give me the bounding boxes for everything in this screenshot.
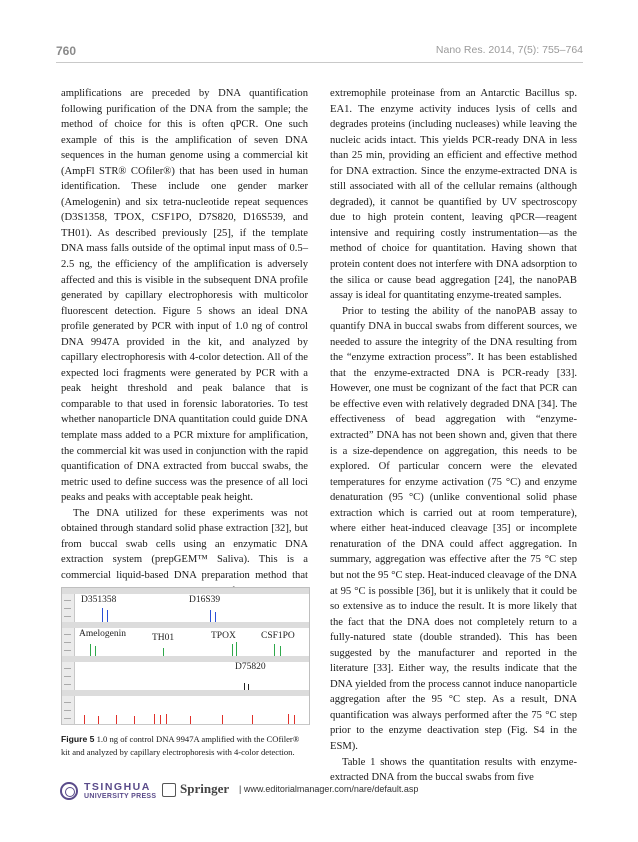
- locus-label: D75820: [235, 662, 266, 672]
- peak: [98, 716, 99, 724]
- paragraph: Table 1 shows the quantitation results with enzyme-extracted DNA from the buccal swabs from five: [330, 756, 577, 784]
- page-footer: [56, 782, 583, 806]
- peak: [288, 714, 289, 724]
- paragraph: amplifications are preceded by DNA quantification following purification of the DNA from the sample; the method of choice for this is often qPCR. One such example of this is the amplification of seven DNA sequences in the human genome using a commercial kit (AmpFl STR® COfiler®) that has been used in human identification. These include one gender marker (Amelogenin) and six tetra-nucleotide repeat sequences (D3S1358, TPOX, CSF1PO, D7S820, D16S539, and TH01). As described previously [25], if the template DNA mass falls outside of the optimal input mass of 0.5–2.5 ng, the efficiency of the amplification is adversely affected and this is visible in the subsequent DNA profile generated by capillary electrophoresis with multicolor fluorescent detection. Figure 5 shows an ideal DNA profile generated by PCR with input of 1.0 ng of control DNA 9947A provided in the kit, and analyzed by capillary electrophoresis with 4-color detection. All of the expected loci fragments were generated by PCR with a peak height threshold and peak balance that is comparable to that used in forensic laboratories. To test whether nanoparticle DNA quantitation could guide DNA template mass added to a PCR mixture for amplification, the commercial kit was used in conjunction with the rapid quantification of DNA extracted from buccal swabs, the metric used to define success was the presence of all loci peaks and peaks with acceptable peak height.: [61, 88, 308, 504]
- figure-caption: [61, 733, 308, 758]
- journal-citation: Nano Res. 2014, 7(5): 755–764: [435, 44, 583, 56]
- locus-label: D351358: [81, 595, 117, 605]
- peak: [84, 715, 85, 724]
- peak: [222, 715, 223, 724]
- peak: [244, 683, 245, 690]
- peak: [280, 646, 281, 656]
- peak: [154, 714, 155, 724]
- peak: [232, 644, 233, 656]
- peak: [274, 644, 275, 656]
- peak: [236, 642, 237, 656]
- peak: [95, 646, 96, 656]
- peak: [294, 715, 295, 724]
- submission-link[interactable]: | www.editorialmanager.com/nare/default.asp: [239, 784, 419, 794]
- running-header: [56, 44, 583, 60]
- springer-logo: Springer: [180, 781, 230, 796]
- publisher-name: TSINGHUA: [84, 781, 151, 793]
- peak: [210, 610, 211, 622]
- publisher-subtitle: UNIVERSITY PRESS: [84, 793, 157, 800]
- peak: [102, 608, 103, 622]
- locus-label: TPOX: [211, 631, 236, 641]
- peak: [160, 715, 161, 724]
- caption-text: 1.0 ng of control DNA 9947A amplified with the COfiler® kit and analyzed by capillary electrophoresis with 4-color detection.: [61, 734, 300, 757]
- paragraph: The DNA utilized for these experiments was not obtained through standard solid phase extraction [32], but from buccal swab cells using an enzymatic DNA extraction system (prepGEM™ Saliva). This is a commercial liquid-based DNA preparation method that: [61, 507, 308, 581]
- locus-label: CSF1PO: [261, 631, 295, 641]
- right-column: [330, 86, 577, 786]
- peak: [116, 715, 117, 724]
- peak: [166, 714, 167, 724]
- peak: [90, 644, 91, 656]
- figure-5-electropherogram: [61, 587, 310, 725]
- peak: [190, 716, 191, 724]
- figure-label: Figure 5: [61, 734, 95, 744]
- locus-label: Amelogenin: [79, 629, 126, 639]
- panel-red: [62, 690, 309, 725]
- locus-label: TH01: [152, 633, 175, 643]
- peak: [107, 610, 108, 622]
- peak: [134, 716, 135, 724]
- panel-black: [62, 656, 309, 691]
- peak: [252, 715, 253, 724]
- page-number: 760: [56, 44, 77, 58]
- paragraph: extremophile proteinase from an Antarctic Bacillus sp. EA1. The enzyme activity induces lysis of cells and degrades proteins (including nucleases) while leaving the nucleic acids intact. This yields PCR-ready DNA in less than 25 min, providing an efficient and effective method for DNA extraction. Since the enzyme-extracted DNA is still associated with all of the cellular remains (although degraded), it cannot be quantified by UV spectroscopy due to high protein content, leaving qPCR—reagent intensive and requiring costly instrumentation—as the method of choice for quantitation. Having shown that protein content does not interfere with DNA adsorption to the silica or cause bead aggregation [24], the nanoPAB assay is ideal for quantitating enzyme-treated samples.: [330, 88, 577, 302]
- locus-label: D16S39: [189, 595, 221, 605]
- panel-green: [62, 622, 309, 657]
- panel-blue: [62, 588, 309, 623]
- springer-horse-icon: [162, 783, 176, 797]
- left-column: [61, 86, 308, 599]
- peak: [163, 648, 164, 656]
- header-rule: [56, 62, 583, 63]
- paragraph: Prior to testing the ability of the nanoPAB assay to quantify DNA in buccal swabs from different sources, we needed to assure the integrity of the DNA resulting from the “enzyme extraction process”. It has been established that the enzyme-extracted DNA is PCR-ready [33]. However, one must be cognizant of the fact that PCR can be effective even with relatively degraded DNA [34]. The effectiveness of bead aggregation with “enzyme-extracted” DNA has not been shown and, given that there is a size-dependence on aggregation, this needs to be explored. Of particular concern were the elevated temperatures for enzyme activation (75 °C) and enzyme denaturation (95 °C) (unlike conventional solid phase extraction which is carried out at room temperature), where either heat-induced cleavage [35] or incomplete renaturation of the DNA could affect aggregation. In summary, aggregation was effective after the 75 °C step but not the 95 °C step. Heat-induced cleavage of the DNA at 95 °C is possible [36], but it is unlikely that it could be so extensive as to induce the result. It is more likely that the fact that the DNA does not completely return to a fully-natured state (double stranded). This has been suggested by the manufacturer and reported in the literature [33]. Either way, the results indicate that the DNA yielded from the process cannot induce nanoparticle aggregation after the 95 °C step. As a result, DNA quantification was always performed after the 75 °C step prior to the enzyme deactivation step (Fig. S4 in the ESM).: [330, 305, 577, 752]
- peak: [215, 612, 216, 622]
- tsinghua-seal-icon: [60, 782, 78, 800]
